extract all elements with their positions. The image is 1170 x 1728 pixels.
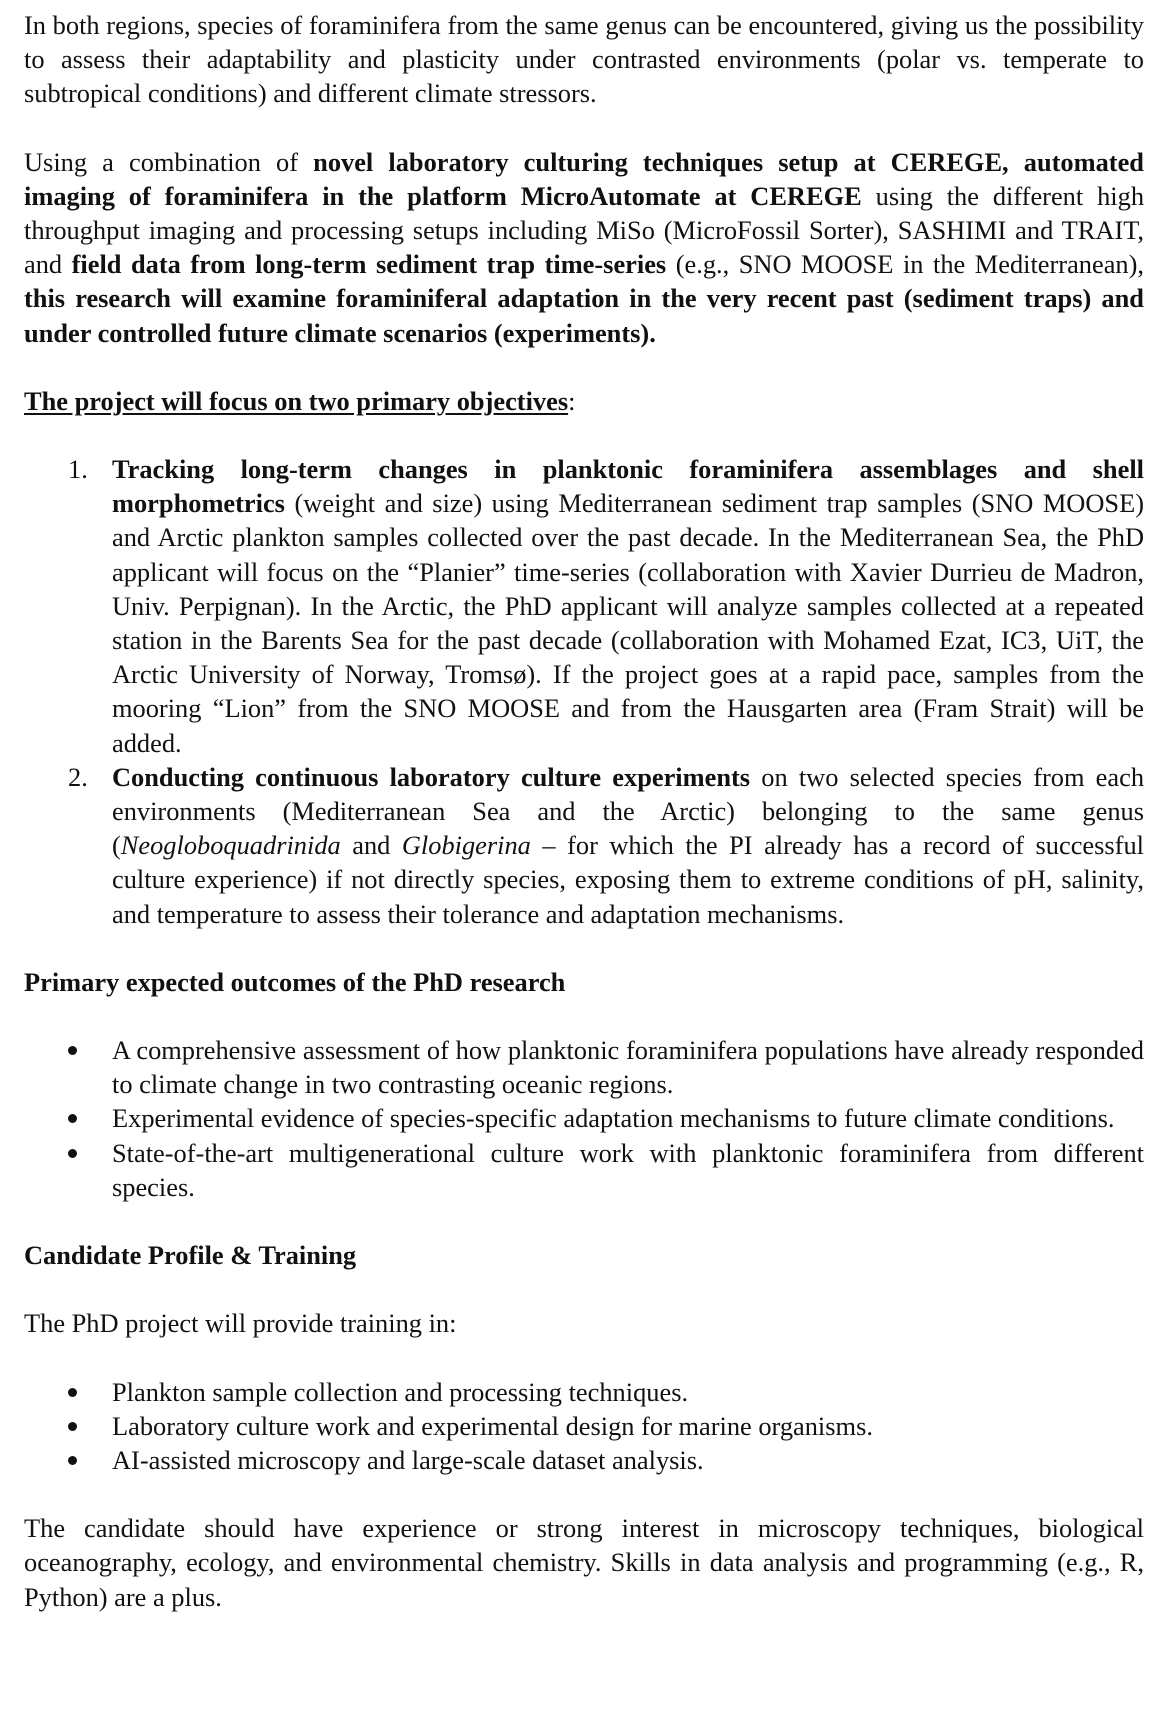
methods-bold-3: this research will examine foraminiferal adaptation in the very recent past (sediment traps) and under controlled future climate scenarios (experiments). [24, 283, 1144, 348]
methods-bold-1: novel laboratory culturing techniques setup at CEREGE, automated imaging of foraminifera in the platform MicroAutomate at CEREGE [24, 146, 1144, 211]
methods-text-2: using the different high throughput imaging and processing setups including MiSo (MicroFossil Sorter), SASHIMI and TRAIT, and [24, 180, 1145, 280]
spacer [24, 350, 1144, 384]
bullet-icon [68, 1114, 77, 1123]
bullet-icon [68, 1456, 77, 1465]
spacer [24, 1477, 1144, 1511]
outcome-text: A comprehensive assessment of how planktonic foraminifera populations have already responded to climate change in two contrasting oceanic regions. [112, 1035, 1144, 1100]
genus-name-1: Neogloboquadrinida [120, 830, 341, 861]
objectives-heading-colon: : [568, 385, 576, 416]
outcome-item [24, 1033, 1144, 1101]
spacer [24, 1341, 1144, 1375]
objectives-list [24, 452, 1144, 931]
genus-name-2: Globigerina [401, 830, 531, 861]
methods-text-1: Using a combination of [24, 146, 314, 177]
objectives-heading-text: The project will focus on two primary objectives [24, 385, 569, 416]
outcomes-heading: Primary expected outcomes of the PhD research [24, 966, 566, 997]
objective-2-text-1: on two selected species from each environments (Mediterranean Sea and the Arctic) belonging to the same genus ( [112, 761, 1145, 861]
outcome-item [24, 1101, 1144, 1135]
objective-2-text-3: – for which the PI already has a record of successful culture experience) if not directly species, exposing them to extreme conditions of pH, salinity, and temperature to assess their tolerance and adaptation mechanisms. [112, 830, 1144, 929]
bullet-icon [68, 1388, 77, 1397]
methods-text-3: (e.g., SNO MOOSE in the Mediterranean), [666, 249, 1145, 280]
training-intro: The PhD project will provide training in: [24, 1308, 457, 1339]
bullet-icon [68, 1046, 77, 1055]
objectives-heading [24, 384, 1144, 418]
candidate-closing-paragraph: The candidate should have experience or strong interest in microscopy techniques, biological oceanography, ecology, and environmental chemistry. Skills in data analysis and programming (e.g., R, Python) are a plus. [24, 1513, 1144, 1612]
outcome-text: State-of-the-art multigenerational culture work with planktonic foraminifera from different species. [112, 1137, 1144, 1202]
objective-2-text-2: and [340, 830, 402, 861]
candidate-heading: Candidate Profile & Training [24, 1240, 357, 1271]
training-item [24, 1409, 1144, 1443]
list-number: 1. [68, 454, 88, 485]
objective-1-title: Tracking long-term changes in planktonic foraminifera assemblages and shell morphometrics [112, 454, 1144, 519]
spacer [24, 418, 1144, 452]
training-text: Laboratory culture work and experimental design for marine organisms. [112, 1410, 873, 1441]
objective-item-1 [24, 452, 1144, 760]
training-item [24, 1375, 1144, 1409]
spacer [24, 931, 1144, 965]
training-item [24, 1443, 1144, 1477]
list-number: 2. [68, 761, 88, 792]
outcome-text: Experimental evidence of species-specific adaptation mechanisms to future climate conditions. [112, 1103, 1115, 1134]
spacer [24, 1272, 1144, 1306]
objective-2-title: Conducting continuous laboratory culture experiments [112, 761, 751, 792]
spacer [24, 1204, 1144, 1238]
spacer [24, 111, 1144, 145]
training-text: AI-assisted microscopy and large-scale dataset analysis. [112, 1444, 704, 1475]
training-list [24, 1375, 1144, 1478]
objective-item-2 [24, 760, 1144, 931]
training-text: Plankton sample collection and processing techniques. [112, 1376, 689, 1407]
intro-paragraph-methods [24, 145, 1144, 350]
outcome-item [24, 1136, 1144, 1204]
outcomes-list [24, 1033, 1144, 1204]
methods-bold-2: field data from long-term sediment trap time-series [71, 249, 667, 280]
objective-1-text: (weight and size) using Mediterranean sediment trap samples (SNO MOOSE) and Arctic plankton samples collected over the past decade. In the Mediterranean Sea, the PhD applicant will focus on the “Planier” time-series (collaboration with Xavier Durrieu de Madron, Univ. Perpignan). In the Arctic, the PhD applicant will analyze samples collected at a repeated station in the Barents Sea for the past decade (collaboration with Mohamed Ezat, IC3, UiT, the Arctic University of Norway, Tromsø). If the project goes at a rapid pace, samples from the mooring “Lion” from the SNO MOOSE and from the Hausgarten area (Fram Strait) will be added. [112, 488, 1144, 758]
intro-paragraph-regions: In both regions, species of foraminifera from the same genus can be encountered, giving us the possibility to assess their adaptability and plasticity under contrasted environments (polar vs. temperate to subtropical conditions) and different climate stressors. [24, 10, 1144, 109]
bullet-icon [68, 1149, 77, 1158]
spacer [24, 999, 1144, 1033]
bullet-icon [68, 1422, 77, 1431]
